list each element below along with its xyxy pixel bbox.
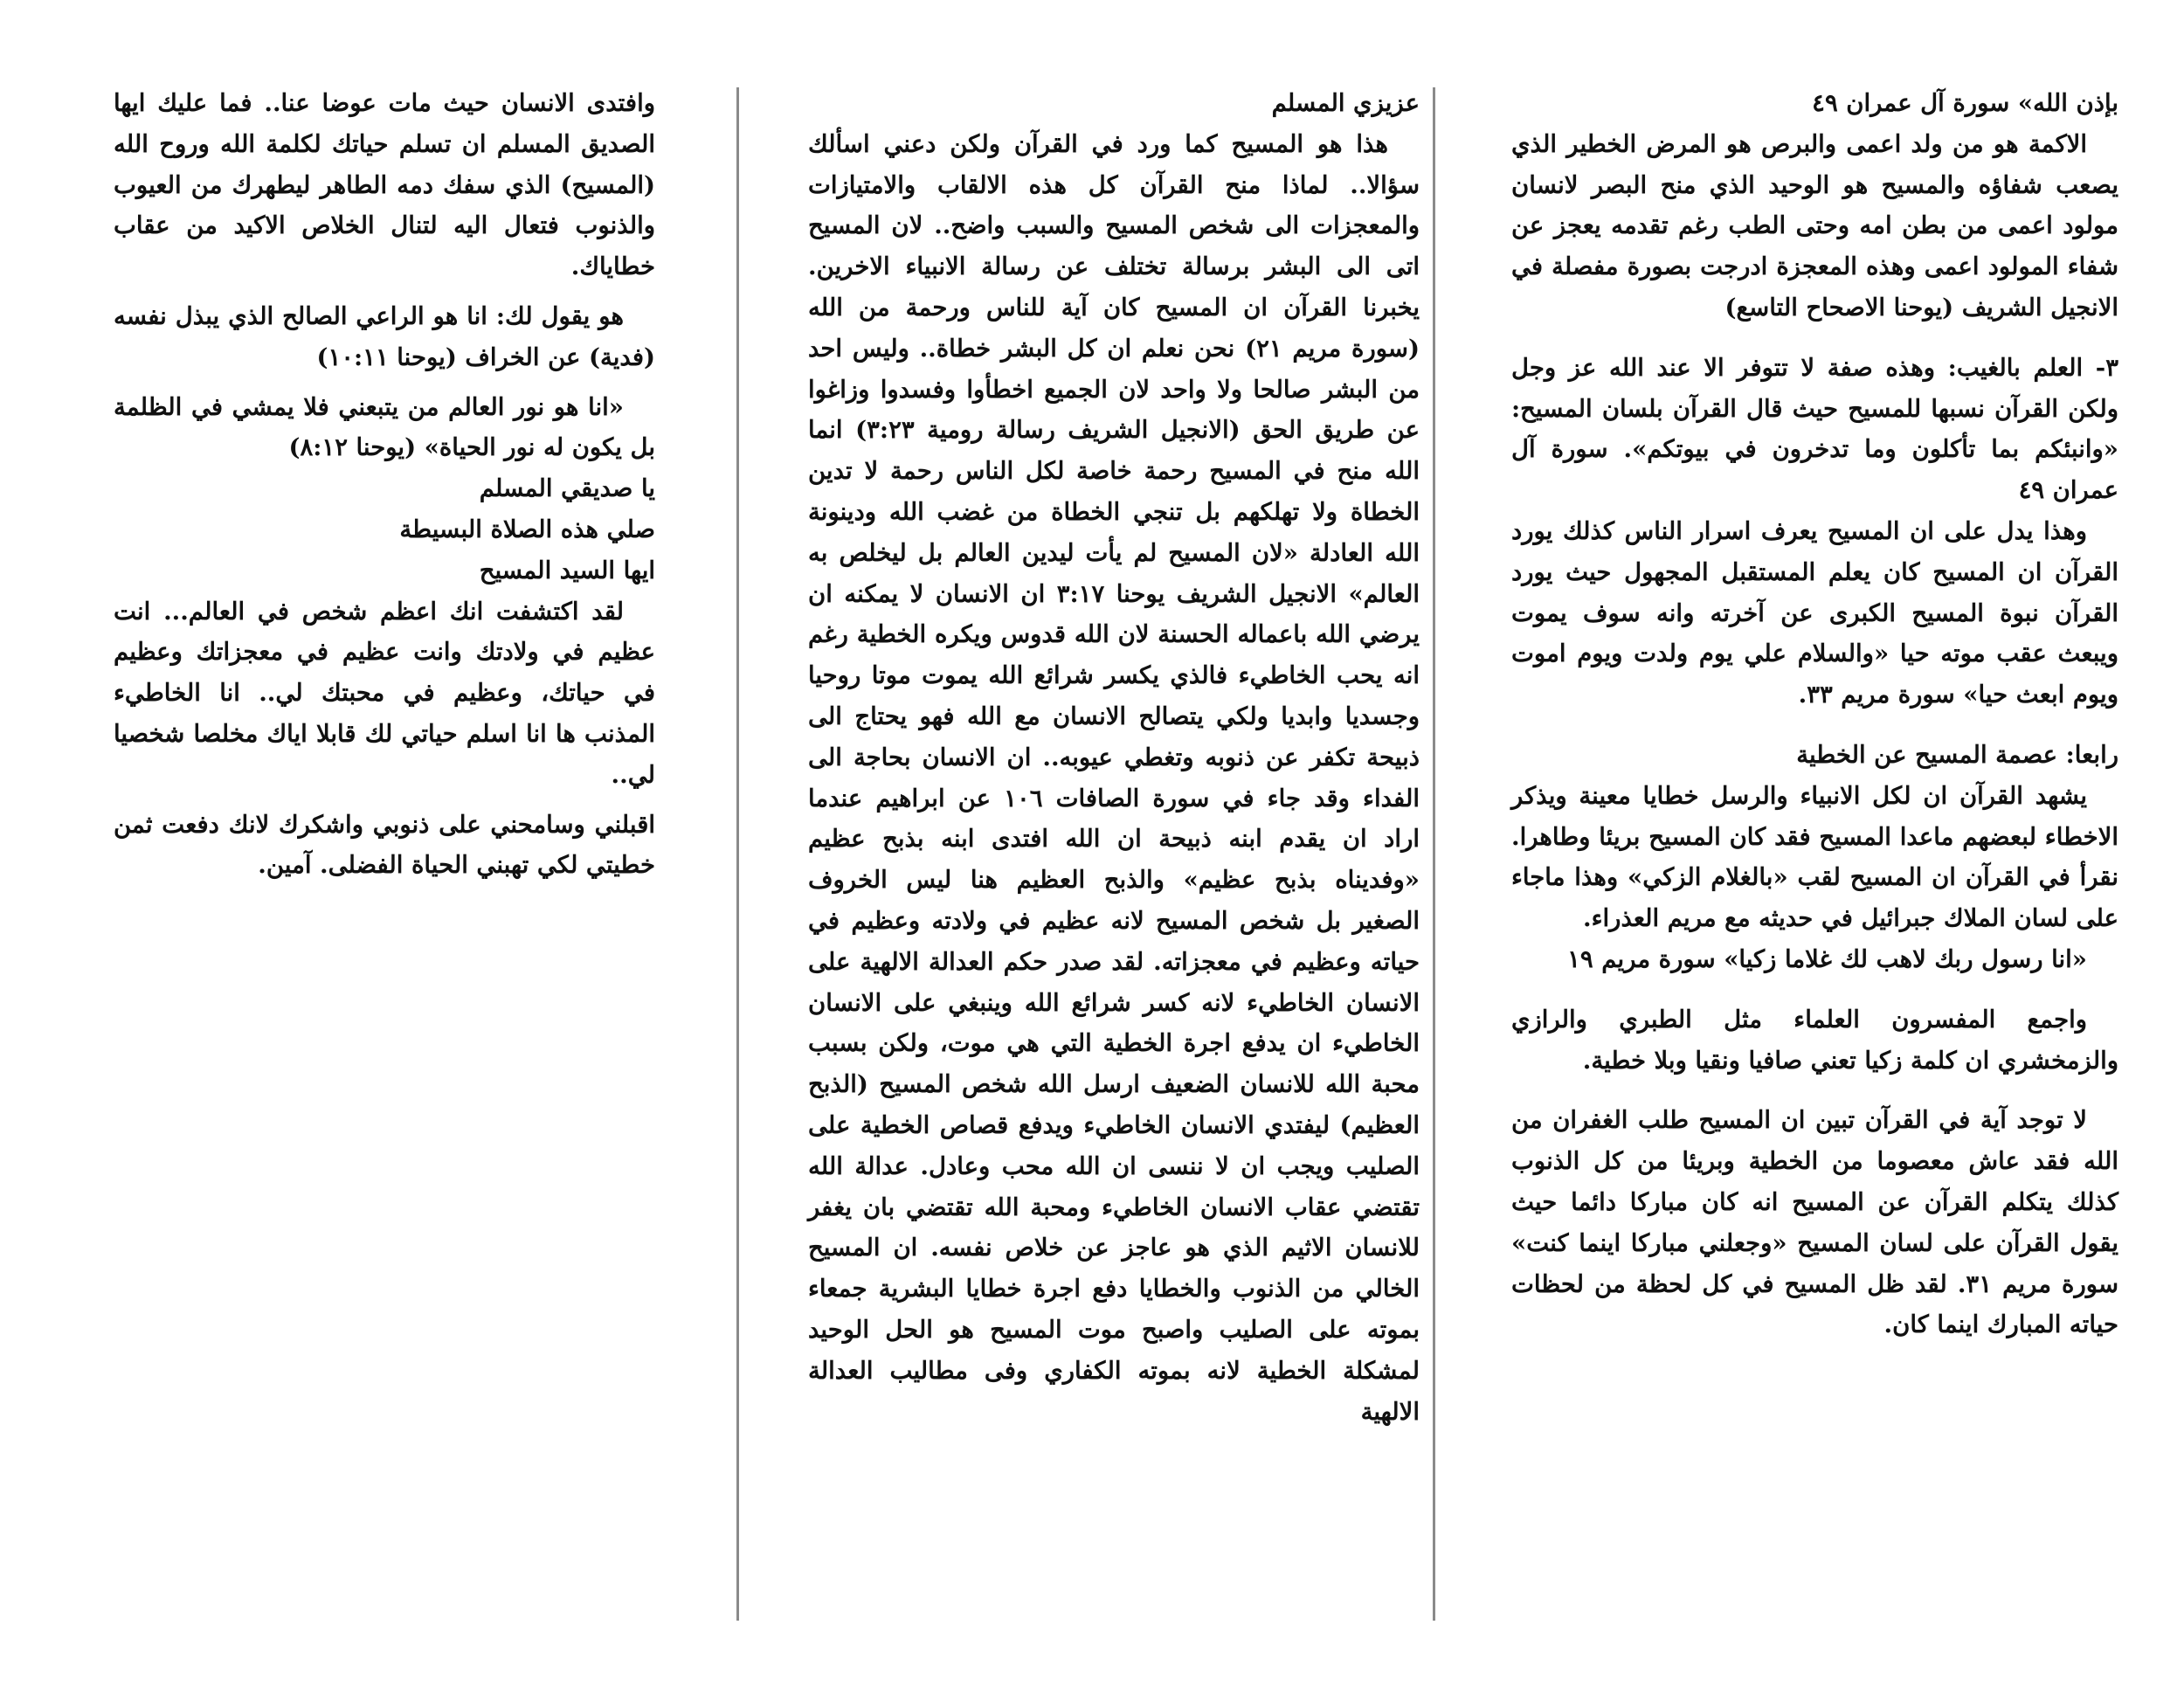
column-divider [736,87,739,1621]
paragraph: يشهد القرآن ان لكل الانبياء والرسل خطايا معينة ويذكر الاخطاء لبعضهم ماعدا المسيح فقد كان المسيح بريئا وطاهرا. نقرأ في القرآن ان المسيح لقب «بالغلام الزكي» وهذا ماجاء على لسان الملاك جبرائيل في حديثه مع مريم العذراء. [1511,781,2118,933]
column-divider [1433,87,1435,1621]
section-heading: رابعا: عصمة المسيح عن الخطية [1796,740,2118,769]
paragraph: يا صديقي المسلم [479,474,655,503]
paragraph: بإذن الله» سورة آل عمران ٤٩ [1812,89,2118,117]
paragraph: وافتدى الانسان حيث مات عوضا عنا.. فما عليك ايها الصديق المسلم ان تسلم حياتك لكلمة الله وروح الله (المسيح) الذي سفك دمه الطاهر ليطهرك من العيوب والذنوب فتعال اليه لتنال الخلاص الاكيد من عقاب خطاياك. [114,89,655,281]
paragraph: لا توجد آية في القرآن تبين ان المسيح طلب الغفران من الله فقد عاش معصوما من الخطية وبريئا من كل الذنوب كذلك يتكلم القرآن عن المسيح انه كان مباركا دائما حيث يقول القرآن على لسان المسيح «وجعلني مباركا اينما كنت» سورة مريم ٣١. لقد ظل المسيح في كل لحظة من لحظات حياته المبارك اينما كان. [1511,1106,2118,1339]
paragraph: صلي هذه الصلاة البسيطة [399,515,655,543]
paragraph: واجمع المفسرون العلماء مثل الطبري والرازي والزمخشري ان كلمة زكيا تعني صافيا ونقيا وبلا خطية. [1511,1005,2118,1075]
paragraph: ايها السيد المسيح [479,556,655,584]
column-left [114,83,655,886]
quote: «انا رسول ربك لاهب لك غلاما زكيا» سورة مريم ١٩ [1567,944,2087,973]
paragraph: وهذا يدل على ان المسيح يعرف اسرار الناس كذلك يورد القرآن ان المسيح كان يعلم المستقبل المجهول حيث يورد القرآن نبوة المسيح الكبرى عن آخرته وانه سوف يموت ويبعث عقب موته حيا «والسلام علي يوم ولدت ويوم اموت ويوم ابعث حيا» سورة مريم ٣٣. [1511,516,2118,709]
column-middle [808,83,1420,1432]
quote: «انا هو نور العالم من يتبعني فلا يمشي في الظلمة بل يكون له نور الحياة» (يوحنا ٨:١٢) [114,392,655,462]
paragraph: هو يقول لك: انا هو الراعي الصالح الذي يبذل نفسه (فدية) عن الخراف (يوحنا ١٠:١١) [114,301,655,371]
prayer-paragraph: لقد اكتشفت انك اعظم شخص في العالم... انت عظيم في ولادتك وانت عظيم في معجزاتك وعظيم في حياتك، وعظيم في محبتك لي.. انا الخاطيء المذنب ها انا اسلم حياتي لك قابلا اياك مخلصا شخصيا لي.. [114,597,655,789]
paragraph: ٣- العلم بالغيب: وهذه صفة لا تتوفر الا عند الله عز وجل ولكن القرآن نسبها للمسيح حيث قال القرآن بلسان المسيح: «وانبئكم بما تأكلون وما تدخرون في بيوتكم». سورة آل عمران ٤٩ [1511,353,2118,505]
paragraph: هذا هو المسيح كما ورد في القرآن ولكن دعني اسألك سؤالا.. لماذا منح القرآن كل هذه الالقاب والامتيازات والمعجزات الى شخص المسيح والسبب واضح.. لان المسيح اتى الى البشر برسالة تختلف عن رسالة الانبياء الاخرين. يخبرنا القرآن ان المسيح كان آية للناس ورحمة من الله (سورة مريم ٢١) نحن نعلم ان كل البشر خطاة.. وليس احد من البشر صالحا ولا واحد لان الجميع اخطأوا وفسدوا وزاغوا عن طريق الحق (الانجيل الشريف رسالة رومية ٣:٢٣) انما الله منح في المسيح رحمة خاصة لكل الناس رحمة لا تدين الخطاة ولا تهلكهم بل تنجي الخطاة من غضب الله ودينونة الله العادلة «لان المسيح لم يأت ليدين العالم بل ليخلص به العالم» الانجيل الشريف يوحنا ٣:١٧ ان الانسان لا يمكنه ان يرضي الله باعماله الحسنة لان الله قدوس ويكره الخطية رغم انه يحب الخاطيء فالذي يكسر شرائع الله يموت موتا روحيا وجسديا وابديا ولكي يتصالح الانسان مع الله فهو يحتاج الى ذبيحة تكفر عن ذنوبه وتغطي عيوبه.. ان الانسان بحاجة الى الفداء وقد جاء في سورة الصافات ١٠٦ عن ابراهيم عندما اراد ان يقدم ابنه ذبيحة ان الله افتدى ابنه بذبح عظيم «وفديناه بذبح عظيم» والذبح العظيم هنا ليس الخروف الصغير بل شخص المسيح لانه عظيم في ولادته وعظيم في حياته وعظيم في معجزاته. لقد صدر حكم العدالة الالهية على الانسان الخاطيء لانه كسر شرائع الله وينبغي على الانسان الخاطيء ان يدفع اجرة الخطية التي هي موت، ولكن بسبب محبة الله للانسان الضعيف ارسل الله شخص المسيح (الذبح العظيم) ليفتدي الانسان الخاطيء ويدفع قصاص الخطية على الصليب ويجب ان لا ننسى ان الله محب وعادل. عدالة الله تقتضي عقاب الانسان الخاطيء ومحبة الله تقتضي بان يغفر للانسان الاثيم الذي هو عاجز عن خلاص نفسه. ان المسيح الخالي من الذنوب والخطايا دفع اجرة خطايا البشرية جمعاء بموته على الصليب واصبح موت المسيح هو الحل الوحيد لمشكلة الخطية لانه بموته الكفاري وفى مطاليب العدالة الالهية [808,129,1420,1426]
column-right [1511,83,2118,1345]
section-heading: عزيزي المسلم [1271,89,1420,117]
prayer-paragraph: اقبلني وسامحني على ذنوبي واشكرك لانك دفعت ثمن خطيتي لكي تهبني الحياة الفضلى. آمين. [114,810,655,880]
paragraph: الاكمة هو من ولد اعمى والبرص هو المرض الخطير الذي يصعب شفاؤه والمسيح هو الوحيد الذي منح البصر لانسان مولود اعمى من بطن امه وحتى الطب رغم تقدمه يعجز عن شفاء المولود اعمى وهذه المعجزة ادرجت بصورة مفصلة في الانجيل الشريف (يوحنا الاصحاح التاسع) [1511,129,2118,322]
